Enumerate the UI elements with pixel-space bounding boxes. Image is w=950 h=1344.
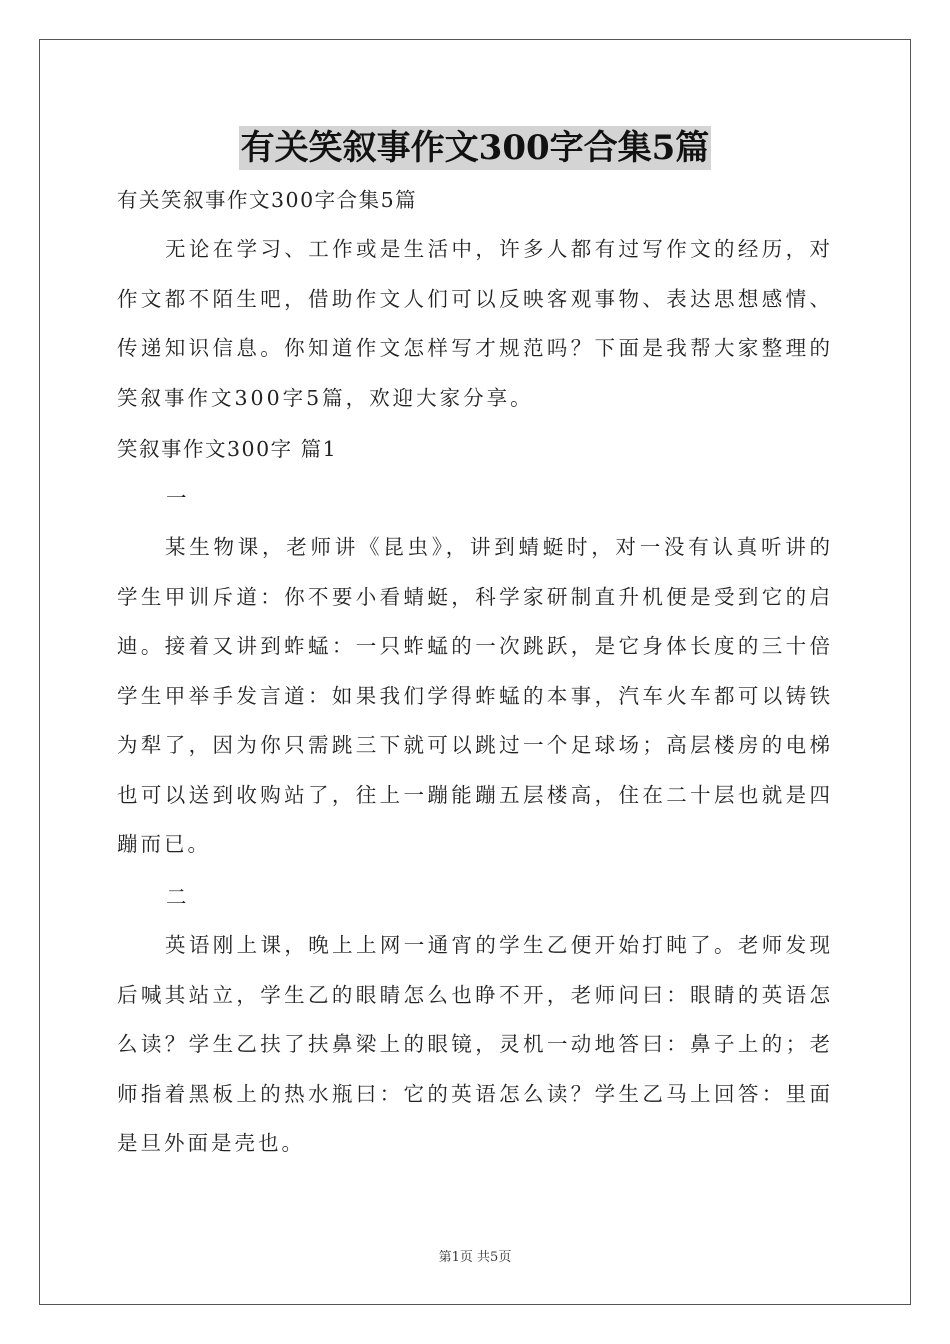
intro-paragraph: 无论在学习、工作或是生活中，许多人都有过写作文的经历，对作文都不陌生吧，借助作文人们可以反映客观事物、表达思想感情、传递知识信息。你知道作文怎样写才规范吗？下面是我帮大家整理的笑叙事作文300字5篇，欢迎大家分享。 xyxy=(117,237,833,410)
part2-marker: 二 xyxy=(166,885,187,909)
document-subtitle: 有关笑叙事作文300字合集5篇 xyxy=(117,188,418,212)
section-heading: 笑叙事作文300字 篇1 xyxy=(117,437,338,461)
part1-marker: 一 xyxy=(166,486,187,510)
title-wrap xyxy=(0,126,950,170)
document-title: 有关笑叙事作文300字合集5篇 xyxy=(240,128,710,168)
page-footer: 第1页 共5页 xyxy=(438,1250,512,1265)
part1-paragraph: 某生物课，老师讲《昆虫》，讲到蜻蜓时，对一没有认真听讲的学生甲训斥道：你不要小看蜻蜓，科学家研制直升机便是受到它的启迪。接着又讲到蚱蜢：一只蚱蜢的一次跳跃，是它身体长度的三十倍学生甲举手发言道：如果我们学得蚱蜢的本事，汽车火车都可以铸铁为犁了，因为你只需跳三下就可以跳过一个足球场；高层楼房的电梯也可以送到收购站了，往上一蹦能蹦五层楼高，住在二十层也就是四蹦而已。 xyxy=(117,535,833,856)
part2-paragraph: 英语刚上课，晚上上网一通宵的学生乙便开始打盹了。老师发现后喊其站立，学生乙的眼睛怎么也睁不开，老师问曰：眼睛的英语怎么读？学生乙扶了扶鼻梁上的眼镜，灵机一动地答曰：鼻子上的；老师指着黑板上的热水瓶曰：它的英语怎么读？学生乙马上回答：里面是旦外面是壳也。 xyxy=(117,933,833,1155)
